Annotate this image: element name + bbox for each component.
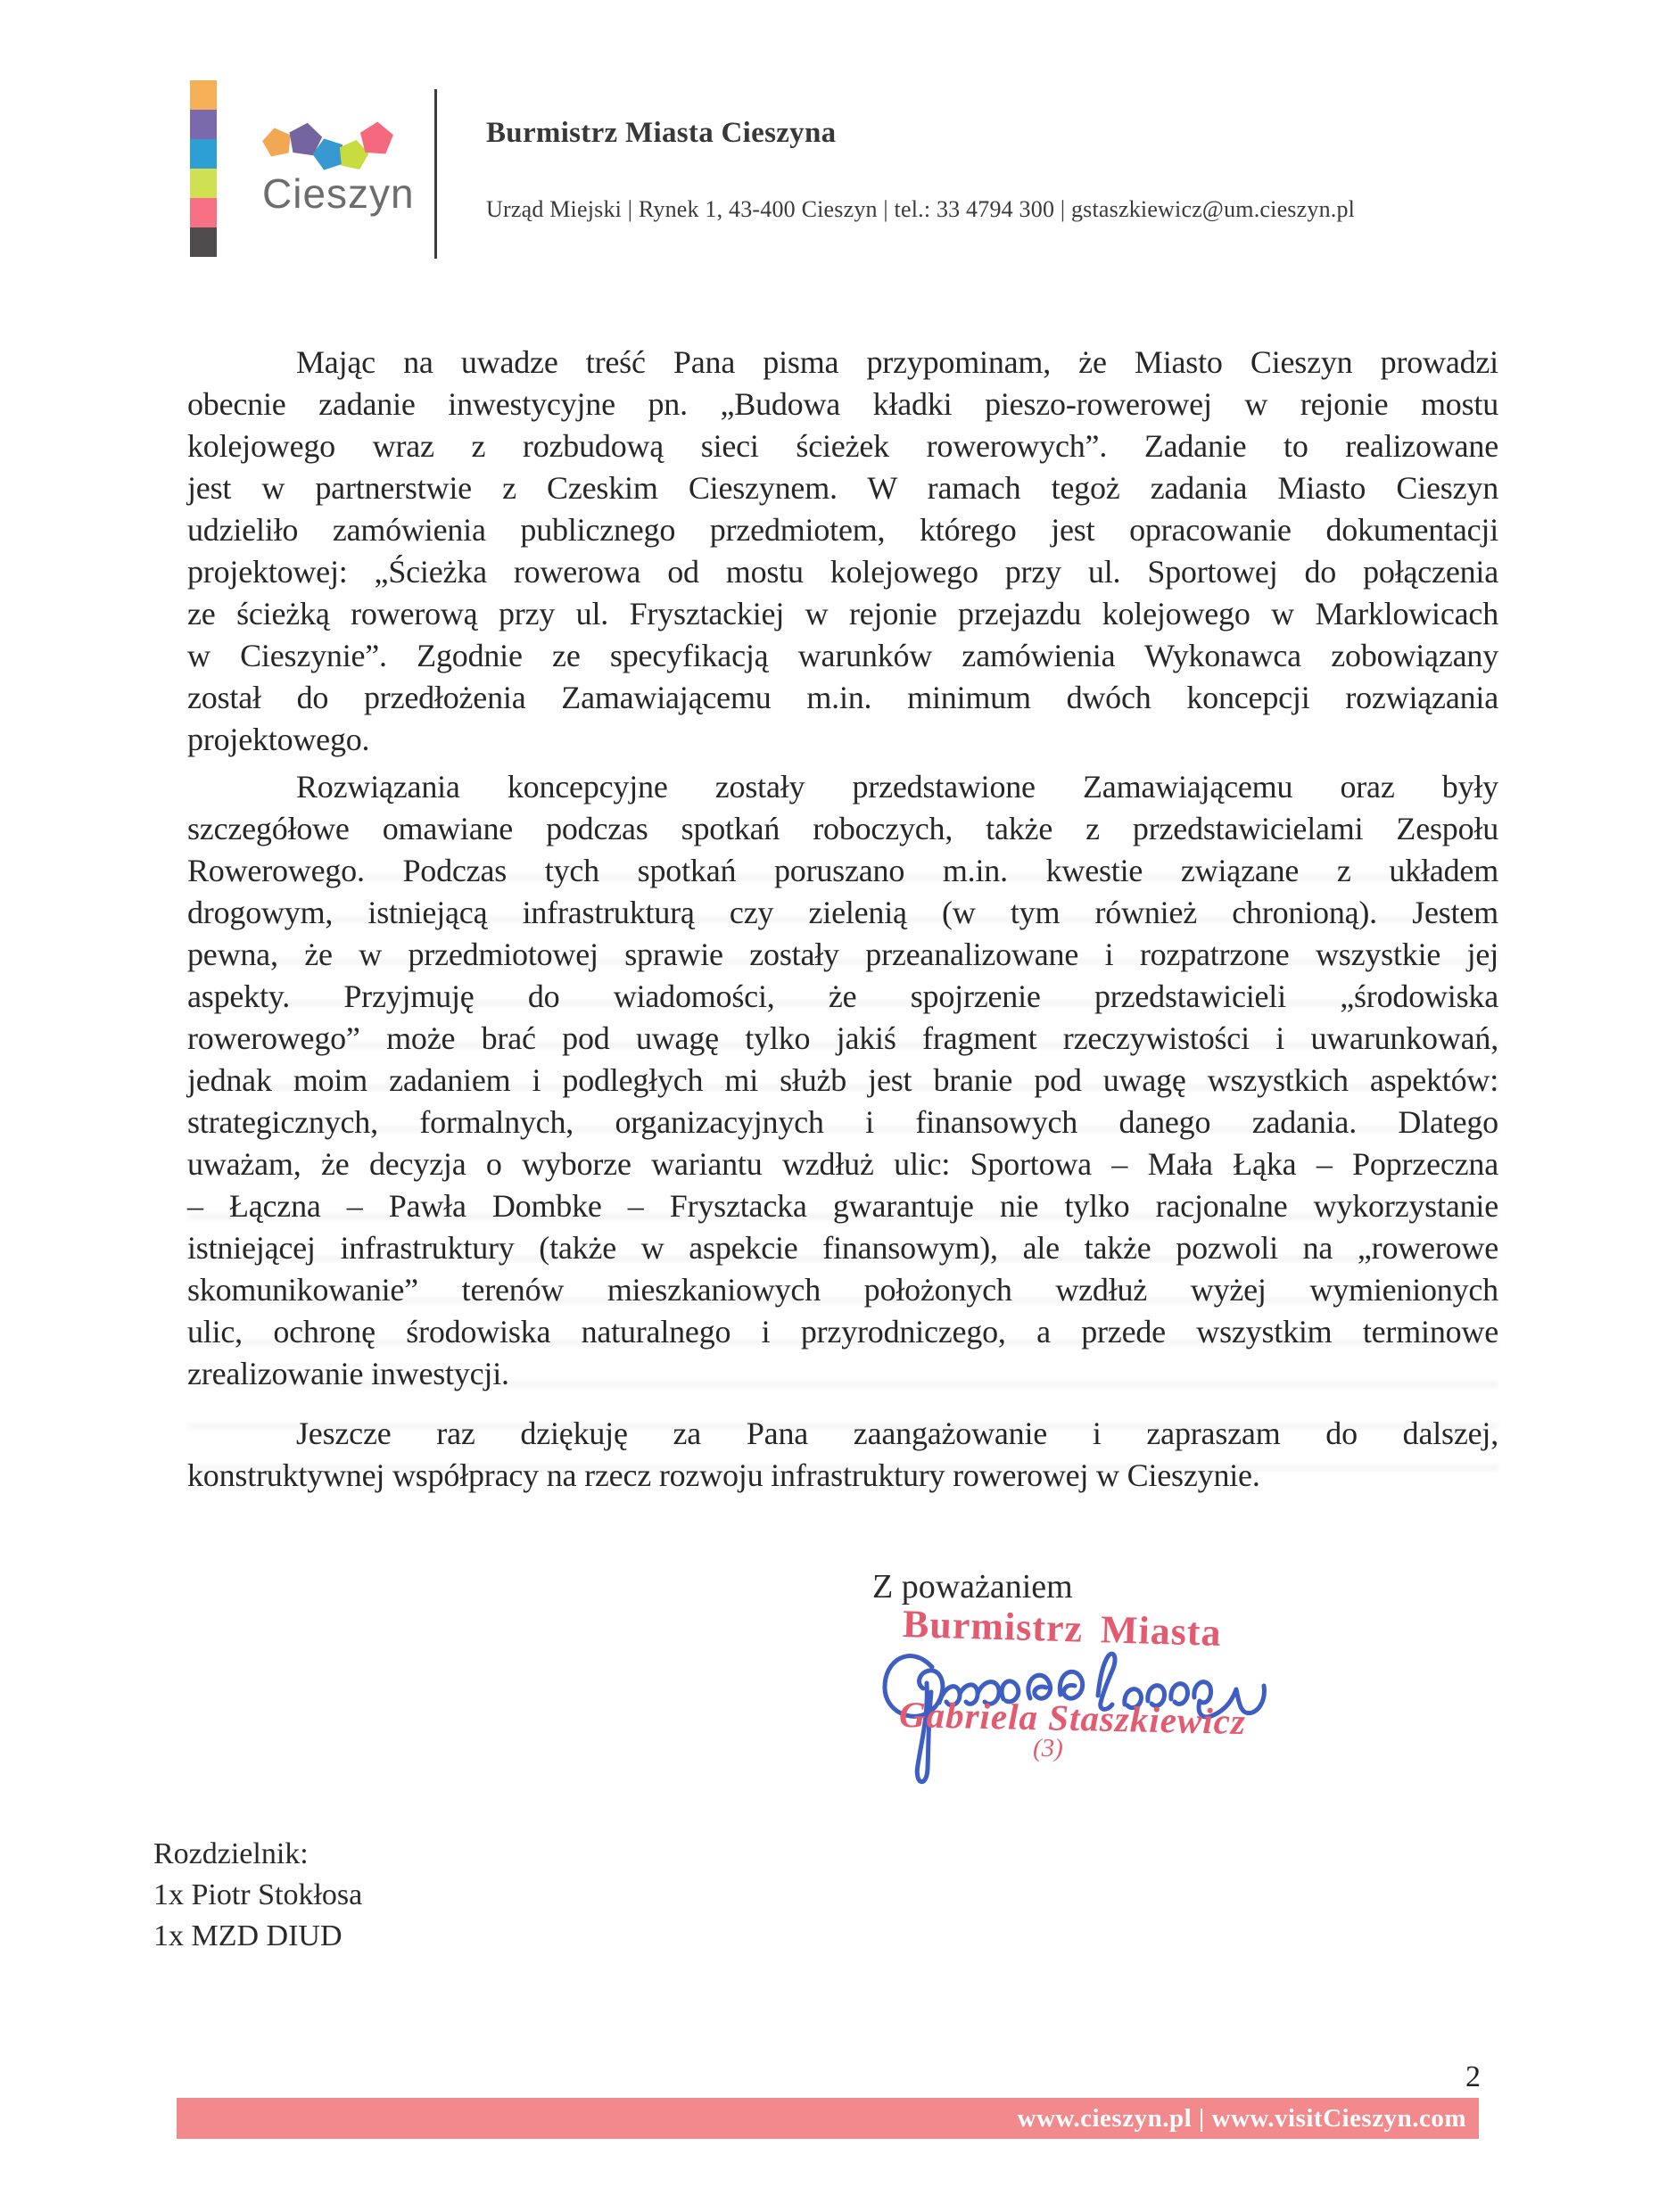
body-paragraph [187, 342, 1498, 761]
distribution-list [153, 1875, 362, 1957]
body-line: udzieliło zamówienia publicznego przedmiotem, którego jest opracowanie dokumentacji [187, 512, 1498, 548]
body-line: Rozwiązania koncepcyjne zostały przedstawione Zamawiającemu oraz były [296, 769, 1498, 805]
body-line: ulic, ochronę środowiska naturalnego i przyrodniczego, a przede wszystkim terminowe [187, 1314, 1498, 1349]
body-line: ze ścieżką rowerową przy ul. Frysztackiej w rejonie przejazdu kolejowego w Marklowicach [187, 596, 1498, 631]
signature-stroke [1028, 1671, 1083, 1698]
distribution-item: 1x MZD DIUD [153, 1919, 343, 1952]
body-paragraph [187, 766, 1498, 1395]
logo-color-bar [190, 80, 217, 257]
body-line: rowerowego” może brać pod uwagę tylko jakiś fragment rzeczywistości i uwarunkowań, [187, 1020, 1498, 1056]
body-paragraph [187, 1413, 1498, 1497]
distribution-item: 1x Piotr Stokłosa [153, 1878, 363, 1911]
body-line: projektowej: „Ścieżka rowerowa od mostu kolejowego przy ul. Sportowej do połączenia [187, 554, 1498, 590]
cieszyn-logo-icon [261, 117, 393, 176]
stamp-title: Burmistrz Miasta [902, 1602, 1223, 1655]
body-line: strategicznych, formalnych, organizacyjnych i finansowych danego zadania. Dlatego [187, 1104, 1498, 1140]
distribution-block [153, 1834, 362, 1957]
body-line: Jeszcze raz dziękuję za Pana zaangażowanie i zapraszam do dalszej, [296, 1416, 1498, 1451]
logo-wordmark: Cieszyn [262, 170, 415, 217]
footer-bar [177, 2098, 1479, 2139]
letter-body [187, 342, 1498, 1497]
body-line: zrealizowanie inwestycji. [187, 1356, 509, 1391]
page-number: 2 [1465, 2060, 1481, 2093]
body-line: drogowym, istniejącą infrastrukturą czy zielenią (w tym również chronioną). Jestem [187, 895, 1498, 930]
body-line: kolejowego wraz z rozbudową sieci ścieżek rowerowych”. Zadanie to realizowane [187, 428, 1498, 464]
body-line: uważam, że decyzja o wyborze wariantu wzdłuż ulic: Sportowa – Mała Łąka – Poprzeczna [187, 1146, 1498, 1182]
body-line: szczegółowe omawiane podczas spotkań roboczych, także z przedstawicielami Zespołu [187, 811, 1498, 846]
body-line: – Łączna – Pawła Dombke – Frysztacka gwarantuje nie tylko racjonalne wykorzystanie [187, 1188, 1498, 1224]
body-line: pewna, że w przedmiotowej sprawie zostały przeanalizowane i rozpatrzone wszystkie jej [187, 937, 1498, 972]
logo-bar-segment [190, 139, 217, 169]
sender-title: Burmistrz Miasta Cieszyna [486, 117, 837, 149]
body-line: projektowego. [187, 722, 370, 757]
logo-bar-segment [190, 198, 217, 227]
body-line: istniejącej infrastruktury (także w aspekcie finansowym), ale także pozwoli na „rowerowe [187, 1230, 1498, 1266]
body-line: jednak moim zadaniem i podległych mi służb jest branie pod uwagę wszystkich aspektów: [187, 1062, 1498, 1098]
logo-bar-segment [190, 110, 217, 139]
stamp-number: (3) [1033, 1734, 1063, 1762]
body-line: jest w partnerstwie z Czeskim Cieszynem. W ramach tegoż zadania Miasto Cieszyn [187, 470, 1498, 506]
body-line: konstruktywnej współpracy na rzecz rozwoju infrastruktury rowerowej w Cieszynie. [187, 1457, 1260, 1493]
logo-bar-segment [190, 227, 217, 257]
sender-contact-line: Urząd Miejski | Rynek 1, 43-400 Cieszyn | tel.: 33 4794 300 | gstaszkiewicz@um.cieszyn.pl [486, 196, 1356, 222]
header-divider [434, 89, 437, 259]
body-line: Mając na uwadze treść Pana pisma przypominam, że Miasto Cieszyn prowadzi [296, 344, 1498, 380]
logo-bar-segment [190, 80, 217, 110]
footer-websites: www.cieszyn.pl | www.visitCieszyn.com [1017, 2104, 1466, 2133]
logo-pentagon [261, 125, 294, 158]
closing-salutation: Z poważaniem [872, 1568, 1073, 1605]
body-line: skomunikowanie” terenów mieszkaniowych położonych wzdłuż wyżej wymienionych [187, 1272, 1498, 1308]
body-line: w Cieszynie”. Zgodnie ze specyfikacją warunków zamówienia Wykonawca zobowiązany [187, 638, 1498, 673]
body-line: Rowerowego. Podczas tych spotkań poruszano m.in. kwestie związane z układem [187, 853, 1498, 888]
body-line: obecnie zadanie inwestycyjne pn. „Budowa kładki pieszo-rowerowej w rejonie mostu [187, 386, 1498, 422]
body-line: aspekty. Przyjmuję do wiadomości, że spojrzenie przedstawicieli „środowiska [187, 978, 1498, 1014]
stamp-name: Gabriela Staszkiewicz [898, 1693, 1247, 1743]
logo-bar-segment [190, 169, 217, 198]
distribution-label: Rozdzielnik: [153, 1837, 309, 1870]
body-line: został do przedłożenia Zamawiającemu m.in. minimum dwóch koncepcji rozwiązania [187, 680, 1498, 715]
